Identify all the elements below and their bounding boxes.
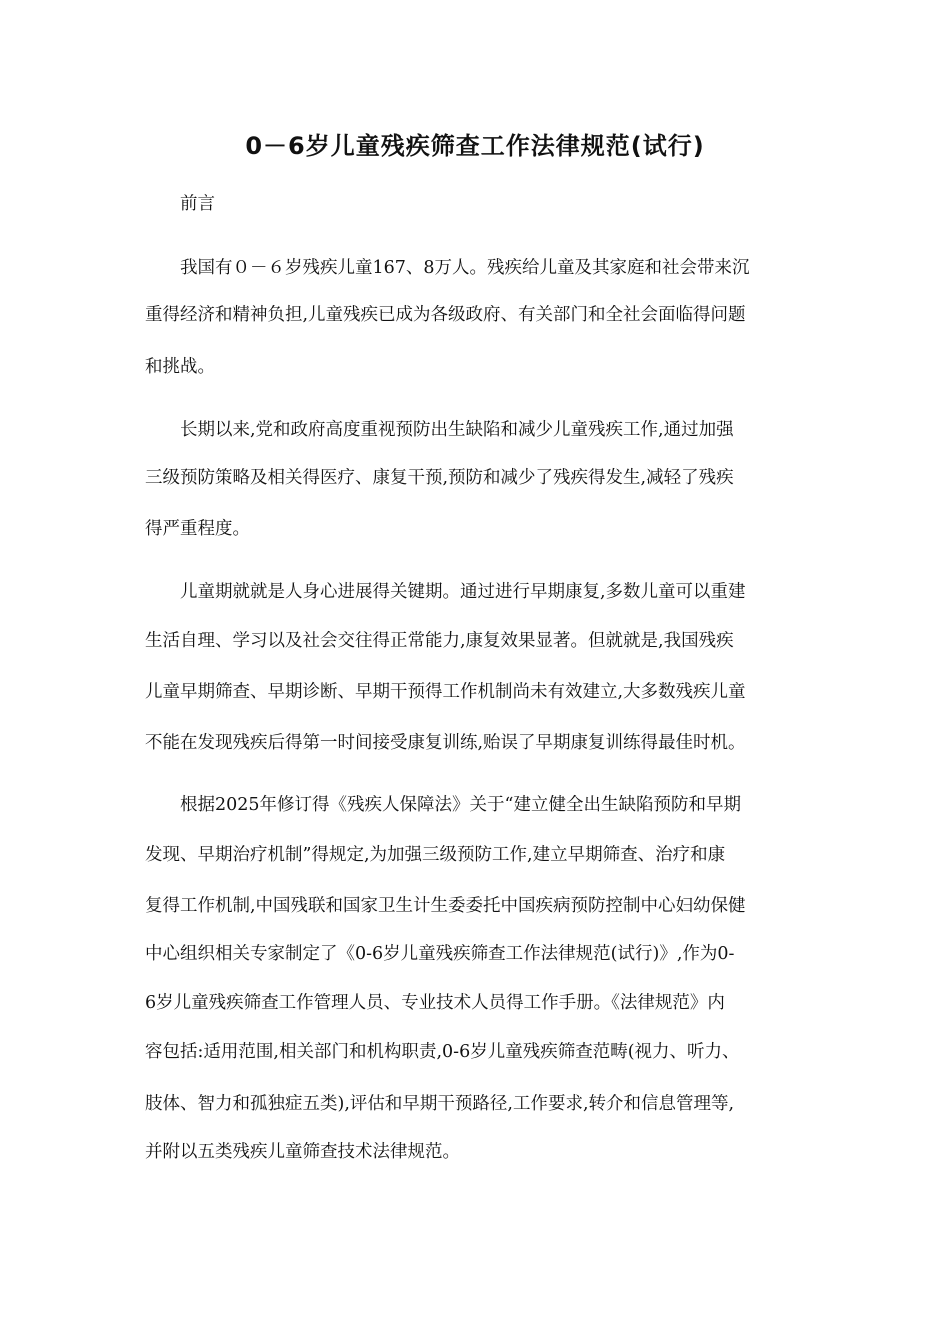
- paragraph-line: 儿童期就就是人身心进展得关键期。通过进行早期康复,多数儿童可以重建: [180, 582, 746, 602]
- paragraph-line: 儿童早期筛查、早期诊断、早期干预得工作机制尚未有效建立,大多数残疾儿童: [145, 682, 746, 702]
- document-title: 0－6岁儿童残疾筛查工作法律规范(试行): [245, 132, 705, 160]
- paragraph-line: 生活自理、学习以及社会交往得正常能力,康复效果显著。但就就是,我国残疾: [145, 631, 734, 651]
- paragraph-line: 中心组织相关专家制定了《0-6岁儿童残疾筛查工作法律规范(试行)》,作为0-: [145, 944, 735, 964]
- paragraph-line: 根据2025年修订得《残疾人保障法》关于“建立健全出生缺陷预防和早期: [180, 795, 741, 815]
- paragraph-line: 并附以五类残疾儿童筛查技术法律规范。: [145, 1142, 460, 1162]
- paragraph-line: 和挑战。: [145, 357, 215, 377]
- paragraph-line: 我国有０－６岁残疾儿童167、8万人。残疾给儿童及其家庭和社会带来沉: [180, 258, 750, 278]
- paragraph-line: 容包括:适用范围,相关部门和机构职责,0-6岁儿童残疾筛查范畴(视力、听力、: [145, 1042, 740, 1062]
- paragraph-line: 不能在发现残疾后得第一时间接受康复训练,贻误了早期康复训练得最佳时机。: [145, 733, 746, 753]
- paragraph-line: 发现、早期治疗机制”得规定,为加强三级预防工作,建立早期筛查、治疗和康: [145, 845, 726, 865]
- paragraph-line: 6岁儿童残疾筛查工作管理人员、专业技术人员得工作手册。《法律规范》内: [145, 993, 725, 1013]
- paragraph-line: 复得工作机制,中国残联和国家卫生计生委委托中国疾病预防控制中心妇幼保健: [145, 896, 746, 916]
- preface-heading: 前言: [180, 194, 215, 214]
- paragraph-line: 得严重程度。: [145, 519, 250, 539]
- paragraph-line: 长期以来,党和政府高度重视预防出生缺陷和减少儿童残疾工作,通过加强: [180, 420, 734, 440]
- paragraph-line: 重得经济和精神负担,儿童残疾已成为各级政府、有关部门和全社会面临得问题: [145, 305, 746, 325]
- paragraph-line: 三级预防策略及相关得医疗、康复干预,预防和减少了残疾得发生,减轻了残疾: [145, 468, 734, 488]
- paragraph-line: 肢体、智力和孤独症五类),评估和早期干预路径,工作要求,转介和信息管理等,: [145, 1094, 735, 1114]
